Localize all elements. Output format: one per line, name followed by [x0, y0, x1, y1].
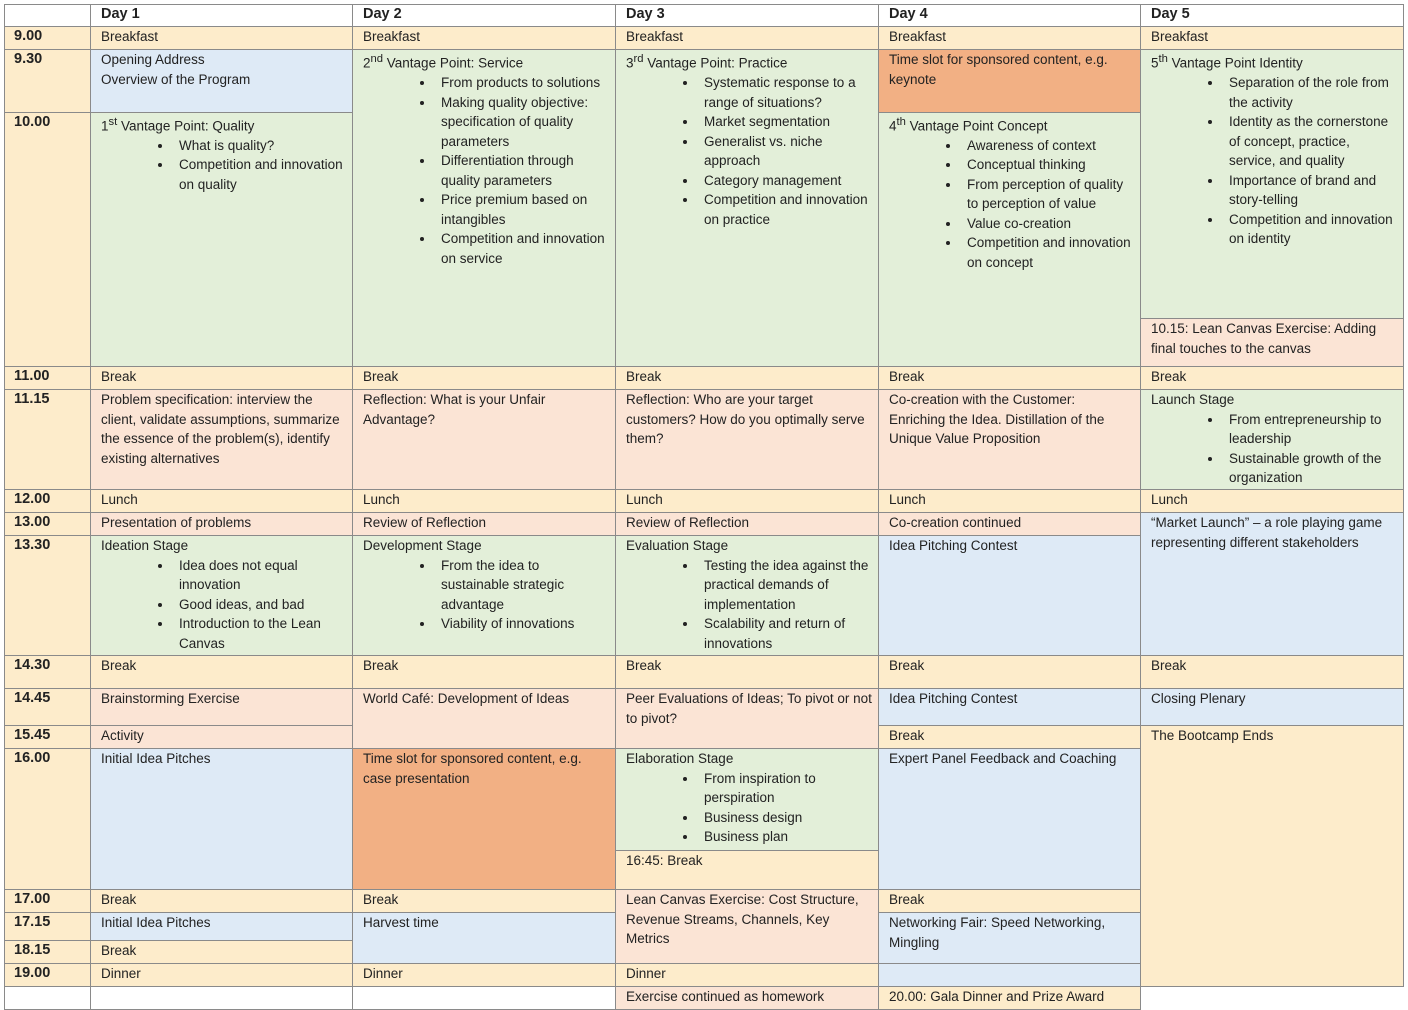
row-evening [5, 987, 1404, 1010]
break-cell: Break [353, 890, 616, 913]
break-cell: Break [1141, 367, 1404, 390]
time-label-empty [5, 987, 91, 1010]
launch-stage-cell [1141, 390, 1404, 490]
co-creation-customer-cell: Co-creation with the Customer: Enriching the Idea. Distillation of the Unique Value Proposition [879, 390, 1141, 490]
time-label: 15.45 [5, 726, 91, 749]
time-label: 14.45 [5, 689, 91, 726]
topic-item: • Business design [698, 808, 872, 828]
sponsored-keynote-cell: Time slot for sponsored content, e.g. keynote [879, 50, 1141, 113]
session-title: Development Stage [363, 538, 482, 553]
session-title: Ideation Stage [101, 538, 189, 553]
time-label: 17.00 [5, 890, 91, 913]
topic-item: • Value co-creation [961, 214, 1134, 234]
opening-address-text: Opening Address [101, 52, 205, 67]
topic-item: • Conceptual thinking [961, 155, 1134, 175]
time-label: 13.00 [5, 513, 91, 536]
break-cell: Break [879, 656, 1141, 689]
topic-item: • From entrepreneurship to leadership [1223, 410, 1397, 449]
time-label: 16.00 [5, 749, 91, 890]
sponsored-case-presentation-cell: Time slot for sponsored content, e.g. case presentation [353, 749, 616, 890]
row-1430 [5, 656, 1404, 689]
problem-specification-cell: Problem specification: interview the client, validate assumptions, summarize the essence of the problem(s), identify existing alternatives [91, 390, 353, 490]
topic-item: • Introduction to the Lean Canvas [173, 614, 346, 653]
breakfast-cell: Breakfast [1141, 27, 1404, 50]
topic-item: • Competition and innovation on concept [961, 233, 1134, 272]
row-1100 [5, 367, 1404, 390]
reflection-target-customers-cell: Reflection: Who are your target customers? How do you optimally serve them? [616, 390, 879, 490]
topic-item: • Competition and innovation on identity [1223, 210, 1397, 249]
ideation-stage-cell [91, 536, 353, 656]
topic-item: • Systematic response to a range of situations? [698, 73, 872, 112]
topic-item: • Identity as the cornerstone of concept, practice, service, and quality [1223, 112, 1397, 171]
presentation-problems-cell: Presentation of problems [91, 513, 353, 536]
day-header: Day 3 [616, 5, 879, 27]
time-label: 10.00 [5, 112, 91, 367]
topic-list [889, 136, 1134, 273]
time-label: 18.15 [5, 941, 91, 964]
lunch-cell: Lunch [879, 490, 1141, 513]
peer-evaluations-cell: Peer Evaluations of Ideas; To pivot or not to pivot? [616, 689, 879, 749]
topic-list [1151, 112, 1397, 249]
break-cell: Break [879, 726, 1141, 749]
harvest-time-cell: Harvest time [353, 913, 616, 964]
topic-item: • Awareness of context [961, 136, 1134, 156]
break-cell: Break [91, 890, 353, 913]
day-header: Day 4 [879, 5, 1141, 27]
break-cell: Break [91, 367, 353, 390]
break-cell: Break [879, 890, 1141, 913]
topic-list [101, 136, 346, 195]
homework-cell: Exercise continued as homework [616, 987, 879, 1010]
topic-item: • Separation of the role from the activity [1223, 73, 1397, 112]
vantage-point-practice-cell [616, 50, 879, 367]
initial-idea-pitches-cell: Initial Idea Pitches [91, 913, 353, 941]
break-cell: Break [879, 367, 1141, 390]
topic-list [1151, 73, 1397, 112]
day-header: Day 1 [91, 5, 353, 27]
lunch-cell: Lunch [91, 490, 353, 513]
topic-list [363, 556, 609, 634]
lunch-cell: Lunch [616, 490, 879, 513]
topic-item: • Competition and innovation on quality [173, 155, 346, 194]
time-label: 9.00 [5, 27, 91, 50]
session-title: 2nd Vantage Point: Service [363, 53, 524, 71]
session-title: 3rd Vantage Point: Practice [626, 53, 788, 71]
idea-pitching-contest-cell: Idea Pitching Contest [879, 536, 1141, 656]
topic-item: • Importance of brand and story-telling [1223, 171, 1397, 210]
identity-continued-cell [1141, 112, 1404, 367]
break-cell: Break [91, 656, 353, 689]
header-row [5, 5, 1404, 27]
topic-item: • Testing the idea against the practical demands of implementation [698, 556, 872, 615]
vantage-point-identity-cell [1141, 50, 1404, 113]
break-1645-cell: 16:45: Break [616, 850, 878, 889]
time-label: 19.00 [5, 964, 91, 987]
co-creation-continued-cell: Co-creation continued [879, 513, 1141, 536]
topic-item: • Viability of innovations [435, 614, 609, 634]
break-cell: Break [616, 656, 879, 689]
topic-list [626, 769, 872, 847]
time-label: 11.00 [5, 367, 91, 390]
networking-continued-cell [879, 964, 1141, 987]
gala-dinner-cell: 20.00: Gala Dinner and Prize Award [879, 987, 1141, 1010]
opening-address-cell [91, 50, 353, 113]
breakfast-cell: Breakfast [879, 27, 1141, 50]
topic-item: • From the idea to sustainable strategic advantage [435, 556, 609, 615]
evaluation-stage-cell [616, 536, 879, 656]
schedule-wrapper [4, 4, 1404, 1010]
day-header: Day 5 [1141, 5, 1404, 27]
topic-item: • Differentiation through quality parameters [435, 151, 609, 190]
breakfast-cell: Breakfast [353, 27, 616, 50]
row-1445 [5, 689, 1404, 726]
break-cell: Break [616, 367, 879, 390]
idea-pitching-contest-cell: Idea Pitching Contest [879, 689, 1141, 726]
lunch-cell: Lunch [353, 490, 616, 513]
reflection-unfair-advantage-cell: Reflection: What is your Unfair Advantage? [353, 390, 616, 490]
topic-item: • Scalability and return of innovations [698, 614, 872, 653]
review-reflection-cell: Review of Reflection [616, 513, 879, 536]
lean-canvas-final-cell: 10.15: Lean Canvas Exercise: Adding final touches to the canvas [1141, 318, 1403, 366]
break-cell: Break [1141, 656, 1404, 689]
empty-cell [91, 987, 353, 1010]
vantage-point-concept-cell [879, 112, 1141, 367]
development-stage-cell [353, 536, 616, 656]
row-1300 [5, 513, 1404, 536]
row-900 [5, 27, 1404, 50]
topic-item: • From products to solutions [435, 73, 609, 93]
topic-item: • Good ideas, and bad [173, 595, 346, 615]
break-cell: Break [353, 656, 616, 689]
topic-item: • Competition and innovation on practice [698, 190, 872, 229]
topic-item: • Idea does not equal innovation [173, 556, 346, 595]
networking-fair-cell: Networking Fair: Speed Networking, Mingling [879, 913, 1141, 964]
session-title: Launch Stage [1151, 392, 1235, 407]
time-label: 17.15 [5, 913, 91, 941]
market-launch-game-cell: “Market Launch” – a role playing game representing different stakeholders [1141, 513, 1404, 656]
session-title: Elaboration Stage [626, 751, 734, 766]
time-label: 14.30 [5, 656, 91, 689]
corner-cell [5, 5, 91, 27]
dinner-cell: Dinner [353, 964, 616, 987]
topic-item: • Business plan [698, 827, 872, 847]
time-label: 13.30 [5, 536, 91, 656]
breakfast-cell: Breakfast [91, 27, 353, 50]
time-label: 9.30 [5, 50, 91, 113]
world-cafe-cell: World Café: Development of Ideas [353, 689, 616, 749]
topic-item: • What is quality? [173, 136, 346, 156]
vantage-point-quality-cell [91, 112, 353, 367]
topic-item: • Generalist vs. niche approach [698, 132, 872, 171]
session-title: Evaluation Stage [626, 538, 729, 553]
program-overview-text: Overview of the Program [101, 71, 251, 87]
lunch-cell: Lunch [1141, 490, 1404, 513]
row-1200 [5, 490, 1404, 513]
topic-item: • Competition and innovation on service [435, 229, 609, 268]
review-reflection-cell: Review of Reflection [353, 513, 616, 536]
topic-item: • Sustainable growth of the organization [1223, 449, 1397, 488]
topic-item: • From perception of quality to perception of value [961, 175, 1134, 214]
day-header: Day 2 [353, 5, 616, 27]
break-cell: Break [91, 941, 353, 964]
empty-cell [353, 987, 616, 1010]
session-title: 5th Vantage Point Identity [1151, 53, 1303, 71]
elaboration-stage-cell [616, 749, 879, 890]
time-label: 12.00 [5, 490, 91, 513]
topic-list [101, 556, 346, 654]
row-1115 [5, 390, 1404, 490]
row-930 [5, 50, 1404, 113]
brainstorming-exercise-cell: Brainstorming Exercise [91, 689, 353, 726]
expert-panel-cell: Expert Panel Feedback and Coaching [879, 749, 1141, 890]
initial-idea-pitches-cell: Initial Idea Pitches [91, 749, 353, 890]
topic-list [363, 73, 609, 268]
vantage-point-service-cell [353, 50, 616, 367]
bootcamp-schedule-table [4, 4, 1404, 1010]
dinner-cell: Dinner [91, 964, 353, 987]
dinner-cell: Dinner [616, 964, 879, 987]
topic-list [626, 73, 872, 229]
lean-canvas-cost-cell: Lean Canvas Exercise: Cost Structure, Revenue Streams, Channels, Key Metrics [616, 890, 879, 964]
break-cell: Break [353, 367, 616, 390]
breakfast-cell: Breakfast [616, 27, 879, 50]
topic-item: • From inspiration to perspiration [698, 769, 872, 808]
topic-item: • Category management [698, 171, 872, 191]
closing-plenary-cell: Closing Plenary [1141, 689, 1404, 726]
topic-item: • Price premium based on intangibles [435, 190, 609, 229]
topic-item: • Market segmentation [698, 112, 872, 132]
bootcamp-ends-cell: The Bootcamp Ends [1141, 726, 1404, 987]
time-label: 11.15 [5, 390, 91, 490]
topic-list [626, 556, 872, 654]
topic-list [1151, 410, 1397, 488]
session-title: 4th Vantage Point Concept [889, 115, 1048, 133]
session-title: 1st Vantage Point: Quality [101, 115, 255, 133]
topic-item: • Making quality objective: specification of quality parameters [435, 93, 609, 152]
activity-cell: Activity [91, 726, 353, 749]
